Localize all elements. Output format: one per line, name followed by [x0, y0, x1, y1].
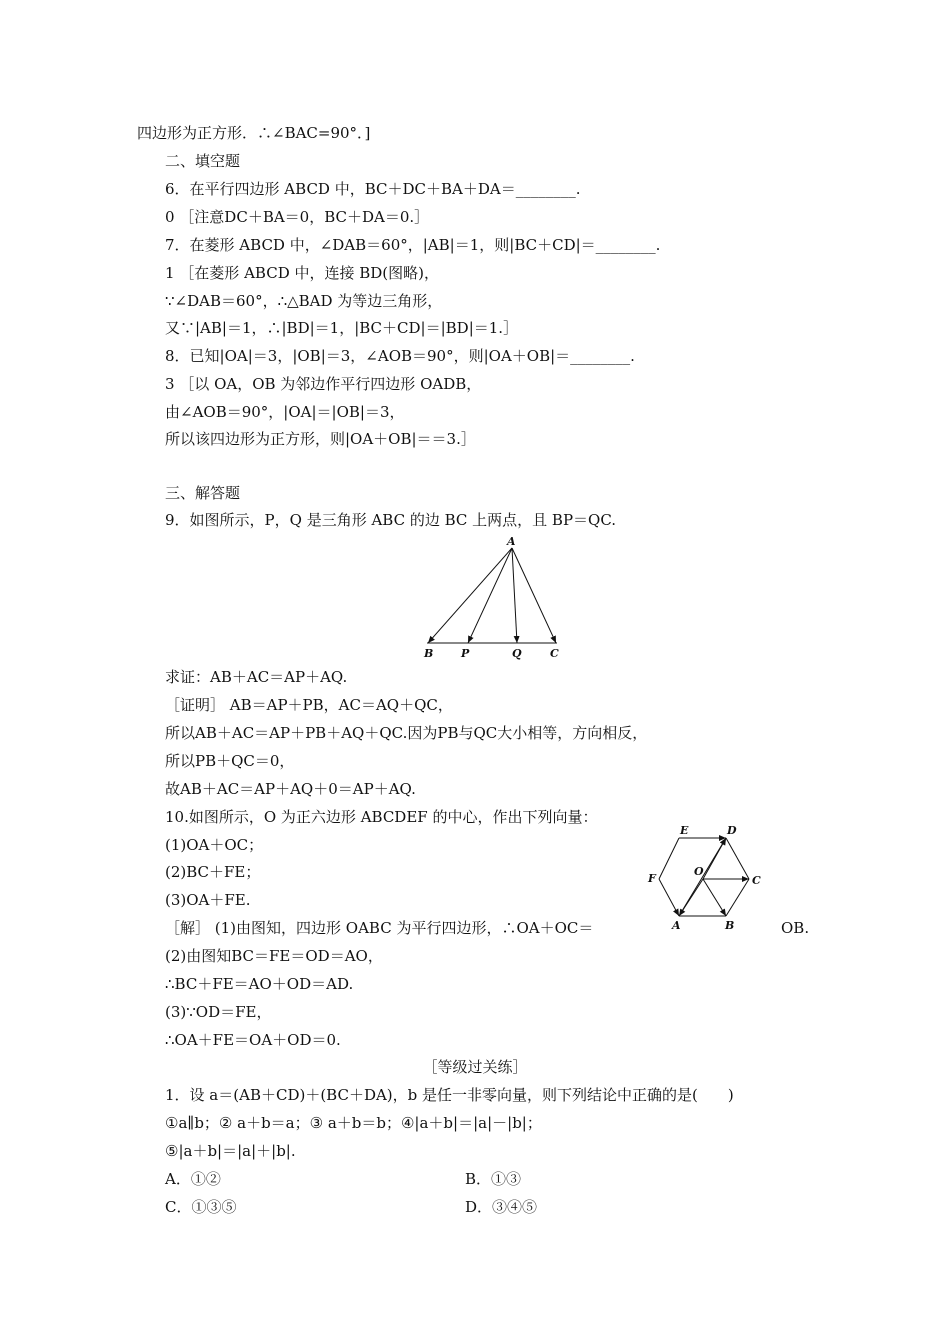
proof-line: 所以PB＋QC＝0，	[165, 752, 295, 770]
label-f: F	[648, 872, 656, 885]
proof-line: ［证明］ AB＝AP＋PB，AC＝AQ＋QC，	[165, 696, 453, 714]
edge-fe	[659, 838, 679, 879]
section-heading: 二、填空题	[165, 152, 241, 170]
answer-6: 0 ［注意DC＋BA＝0，BC＋DA＝0.］	[165, 208, 430, 226]
text-line: 四边形为正方形．∴∠BAC=90°．]	[137, 124, 371, 142]
hexagon-figure	[645, 820, 770, 935]
label-e: E	[680, 824, 689, 837]
answer-8: 3 ［以 OA，OB 为邻边作平行四边形 OADB，	[165, 375, 482, 393]
mc-question-1: 1．设 a＝(AB＋CD)＋(BC＋DA)，b 是任一非零向量，则下列结论中正确的是( )	[165, 1086, 734, 1104]
text-line: ∵∠DAB＝60°，∴△BAD 为等边三角形，	[165, 292, 443, 310]
question-10: 10.如图所示，O 为正六边形 ABCDEF 的中心，作出下列向量：	[165, 808, 598, 826]
option-b: B．①③	[465, 1170, 522, 1188]
label-c: C	[752, 874, 761, 887]
question-7: 7．在菱形 ABCD 中，∠DAB＝60°，|AB|＝1，则|BC＋CD|＝________.	[165, 236, 661, 254]
solution-line-end: OB.	[781, 919, 810, 937]
vector-ob	[703, 879, 726, 916]
option-c: C．①③⑤	[165, 1198, 237, 1216]
option-a: A．①②	[165, 1170, 221, 1188]
section-heading: 三、解答题	[165, 484, 241, 502]
label-q: Q	[512, 647, 522, 660]
solution-line: ∴OA＋FE＝OA＋OD＝0.	[165, 1031, 341, 1049]
edge-fa	[659, 879, 679, 916]
label-o: O	[694, 865, 704, 878]
edge-bc	[726, 879, 749, 916]
option-d: D．③④⑤	[465, 1198, 538, 1216]
question-9: 9．如图所示，P，Q 是三角形 ABC 的边 BC 上两点，且 BP＝QC.	[165, 511, 617, 529]
answer-7: 1 ［在菱形 ABCD 中，连接 BD(图略)，	[165, 264, 440, 282]
text-line: 又∵|AB|＝1，∴|BD|＝1，|BC＋CD|＝|BD|＝1.］	[165, 319, 519, 337]
label-p: P	[461, 647, 470, 660]
mc-statements: ①a∥b；② a＋b＝a；③ a＋b＝b；④|a＋b|＝|a|－|b|；	[165, 1114, 542, 1132]
label-b: B	[725, 919, 735, 932]
text-line: (2)BC＋FE；	[165, 863, 261, 881]
text-line: 由∠AOB＝90°，|OA|＝|OB|＝3，	[165, 403, 405, 421]
vector-ac	[512, 548, 556, 643]
solution-line: ［解］ (1)由图知，四边形 OABC 为平行四边形，∴OA＋OC＝	[165, 919, 594, 937]
proof-line: 故AB＋AC＝AP＋AQ＋0＝AP＋AQ.	[165, 780, 416, 798]
text-line: (3)OA＋FE.	[165, 891, 251, 909]
label-a: A	[507, 535, 516, 548]
vector-ap	[468, 548, 512, 643]
label-d: D	[727, 824, 737, 837]
section-title: ［等级过关练］	[422, 1058, 528, 1076]
text-line: 所以该四边形为正方形，则|OA＋OB|＝＝3.］	[165, 430, 476, 448]
solution-line: (2)由图知BC＝FE＝OD＝AO，	[165, 947, 383, 965]
solution-line: (3)∵OD＝FE，	[165, 1003, 272, 1021]
vector-aq	[512, 548, 517, 643]
edge-cd	[726, 838, 749, 879]
vector-ab	[428, 548, 512, 643]
text-line: 求证：AB＋AC＝AP＋AQ.	[165, 668, 348, 686]
label-c: C	[550, 647, 559, 660]
label-a: A	[672, 919, 681, 932]
solution-line: ∴BC＋FE＝AO＋OD＝AD.	[165, 975, 354, 993]
question-6: 6．在平行四边形 ABCD 中，BC＋DC＋BA＋DA＝________.	[165, 180, 581, 198]
mc-statements: ⑤|a＋b|＝|a|＋|b|.	[165, 1142, 296, 1160]
text-line: (1)OA＋OC；	[165, 836, 264, 854]
triangle-figure	[415, 535, 565, 660]
question-8: 8．已知|OA|＝3，|OB|＝3，∠AOB＝90°，则|OA＋OB|＝________.	[165, 347, 635, 365]
label-b: B	[424, 647, 434, 660]
proof-line: 所以AB＋AC＝AP＋PB＋AQ＋QC.因为PB与QC大小相等，方向相反，	[165, 724, 648, 742]
